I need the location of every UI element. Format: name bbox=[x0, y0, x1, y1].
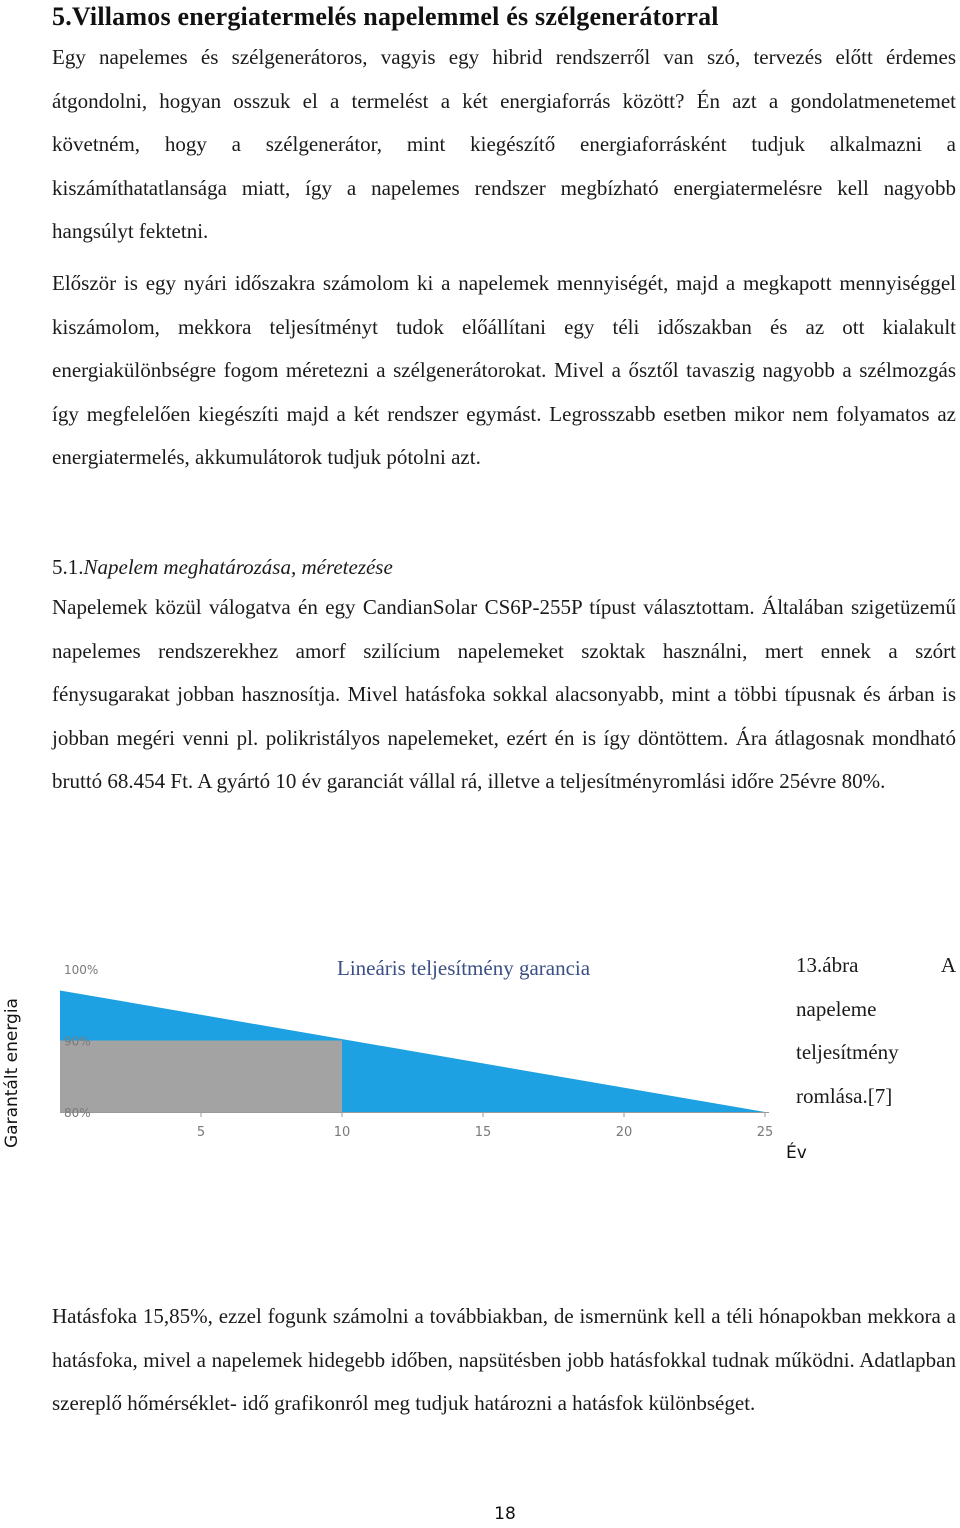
chart-x-axis-label: Év bbox=[786, 1143, 807, 1163]
subsection-title: Napelem meghatározása, méretezése bbox=[83, 555, 393, 579]
paragraph-intro: Egy napelemes és szélgenerátoros, vagyis egy hibrid rendszerről van szó, tervezés előtt érdemes átgondolni, hogyan osszuk el a termelést a két energiaforrás között? Én azt a gondolatmenetemet követném, hogy a szélgenerátor, mint kiegészítő energiaforrásként tudjuk alkalmazni a kiszámíthatatlansága miatt, így a napelemes rendszer megbízható energiatermelésre kell nagyobb hangsúlyt fektetni. bbox=[52, 45, 956, 244]
subsection-heading bbox=[52, 546, 393, 590]
chart-y-axis-label: Garantált energia bbox=[2, 998, 22, 1148]
figure-caption: 13.ábra A napeleme teljesítmény romlása.[7] bbox=[796, 953, 956, 1108]
paragraph-method: Először is egy nyári időszakra számolom ki a napelemek mennyiségét, majd a megkapott mennyiséggel kiszámolom, mekkora teljesítményt tudok előállítani egy téli időszakban és az ott kialakult energiakülönbségre fogom méretezni a szélgenerátorokat. Mivel a ősztől tavaszig nagyobb a szélmozgás így megfelelően kiegészíti majd a két rendszer egymást. Legrosszabb esetben mikor nem folyamatos az energiatermelés, akkumulátorok tudjuk pótolni azt. bbox=[52, 271, 956, 470]
chart-title: Lineáris teljesítmény garancia bbox=[337, 956, 591, 980]
x-tick-label: 5 bbox=[196, 1125, 206, 1140]
section-heading: 5.Villamos energiatermelés napelemmel és szélgenerátorral bbox=[52, 2, 719, 31]
paragraph-efficiency: Hatásfoka 15,85%, ezzel fogunk számolni a továbbiakban, de ismernünk kell a téli hónapokban mekkora a hatásfoka, mivel a napelemek hidegebb időben, napsütésben jobb hatásfokkal tudnak működni. Adatlapban szereplő hőmérséklet- idő grafikonról meg tudjuk határozni a hatásfok különbséget. bbox=[52, 1304, 956, 1416]
x-tick-label: 20 bbox=[615, 1125, 633, 1140]
y-tick-label: 100% bbox=[64, 963, 99, 977]
y-tick-label: 90% bbox=[64, 1034, 91, 1049]
paragraph-panel-choice: Napelemek közül válogatva én egy CandianSolar CS6P-255P típust választottam. Általában szigetüzemű napelemes rendszerekhez amorf szilícium napelemeket szoktak használni, mert ennek a szórt fénysugarakat jobban hasznosítja. Mivel hatásfoka sokkal alacsonyabb, mint a többi típusnak és árban is jobban megéri venni pl. polikristályos napelemeket, ezért én is így döntöttem. Ára átlagosnak mondható bruttó 68.454 Ft. A gyártó 10 év garanciát vállal rá, illetve a teljesítményromlási időre 25évre 80%. bbox=[52, 595, 956, 794]
y-tick-label: 80% bbox=[64, 1106, 91, 1120]
x-tick-label: 10 bbox=[333, 1125, 351, 1140]
x-tick-label: 25 bbox=[756, 1125, 774, 1140]
subsection-number: 5.1. bbox=[52, 555, 84, 579]
x-tick-label: 15 bbox=[474, 1125, 492, 1140]
page-number: 18 bbox=[494, 1504, 516, 1524]
